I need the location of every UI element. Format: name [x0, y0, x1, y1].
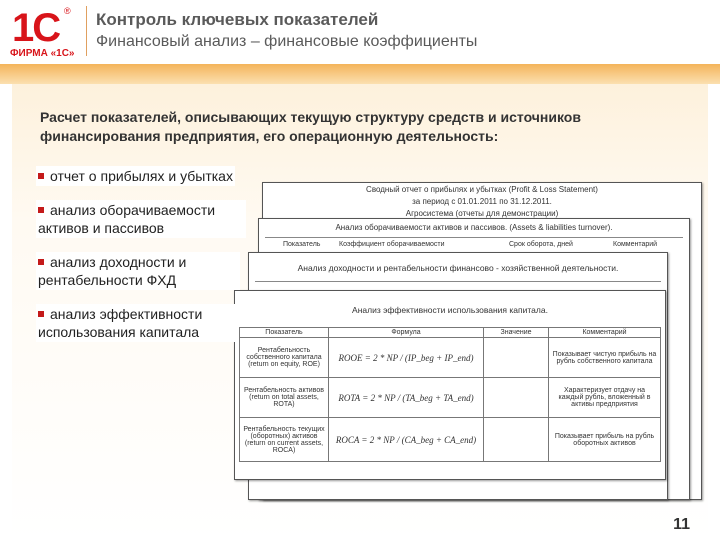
slide-subtitle: Финансовый анализ – финансовые коэффициенты — [96, 33, 478, 50]
report-turnover-title: Анализ оборачиваемости активов и пассивов. (Assets & liabilities turnover). — [335, 223, 613, 232]
table-cell-formula: ROCA = 2 * NP / (CA_beg + CA_end) — [329, 418, 484, 462]
logo-firm-name: ФИРМА «1С» — [10, 48, 75, 59]
logo-registered: ® — [64, 6, 71, 16]
header-band — [0, 64, 720, 84]
capital-efficiency-table — [239, 327, 661, 462]
bullet-square-icon — [38, 311, 44, 317]
bullet-item — [36, 252, 240, 290]
bullet-text: анализ доходности и рентабельности ФХД — [38, 254, 187, 288]
bullet-text: анализ эффективности использования капитала — [38, 306, 203, 340]
report-turnover-rule — [265, 237, 683, 238]
table-header-cell: Комментарий — [549, 328, 661, 338]
table-row — [240, 418, 661, 462]
report-profitability-title: Анализ доходности и рентабельности финансово - хозяйственной деятельности. — [297, 263, 619, 273]
table-header-cell: Показатель — [240, 328, 329, 338]
report-profit-loss-title-1: Сводный отчет о прибылях и убытках (Profit & Loss Statement) — [366, 185, 598, 194]
company-logo — [6, 6, 80, 62]
report-profit-loss-title-2: за период с 01.01.2011 по 31.12.2011. — [412, 197, 552, 206]
report-capital-efficiency — [234, 290, 666, 480]
bullet-item — [36, 200, 246, 238]
bullet-square-icon — [38, 259, 44, 265]
bullet-item — [36, 166, 235, 186]
logo-mark: 1С — [12, 6, 60, 50]
slide-title: Контроль ключевых показателей — [96, 10, 379, 29]
table-cell-formula: ROTA = 2 * NP / (TA_beg + TA_end) — [329, 378, 484, 418]
table-cell-value — [484, 338, 549, 378]
table-cell-name: Рентабельность собственного капитала (return on equity, ROE) — [240, 338, 329, 378]
bullet-text: отчет о прибылях и убытках — [50, 168, 233, 184]
bullet-square-icon — [38, 173, 44, 179]
header-divider — [86, 6, 87, 56]
intro-text: Расчет показателей, описывающих текущую структуру средств и источников финансирования предприятия, его операционную деятельность: — [40, 109, 581, 144]
bullet-text: анализ оборачиваемости активов и пассивов — [38, 202, 216, 236]
table-cell-value — [484, 418, 549, 462]
report-turnover-col-3: Срок оборота, дней — [509, 241, 573, 248]
table-header-cell: Значение — [484, 328, 549, 338]
report-profitability-rule — [255, 281, 661, 282]
bullet-square-icon — [38, 207, 44, 213]
report-turnover-col-4: Комментарий — [613, 241, 658, 248]
table-cell-comment: Показывает чистую прибыль на рубль собственного капитала — [549, 338, 661, 378]
report-turnover-col-1: Показатель — [283, 241, 321, 248]
table-cell-name: Рентабельность активов (return on total assets, ROTA) — [240, 378, 329, 418]
table-row — [240, 378, 661, 418]
slide-header — [0, 0, 720, 64]
report-turnover-col-2: Коэффициент оборачиваемости — [339, 241, 445, 248]
report-profit-loss-title-3: Агросистема (отчеты для демонстрации) — [405, 209, 559, 218]
page-number: 11 — [673, 516, 690, 533]
table-header-cell: Формула — [329, 328, 484, 338]
table-header-row — [240, 328, 661, 338]
table-cell-formula: ROOE = 2 * NP / (IP_beg + IP_end) — [329, 338, 484, 378]
table-cell-name: Рентабельность текущих (оборотных) активов (return on current assets, ROCA) — [240, 418, 329, 462]
table-cell-value — [484, 378, 549, 418]
report-capital-efficiency-title: Анализ эффективности использования капитала. — [352, 305, 548, 315]
bullet-item — [36, 304, 236, 342]
table-row — [240, 338, 661, 378]
table-cell-comment: Показывает прибыль на рубль оборотных активов — [549, 418, 661, 462]
table-cell-comment: Характеризует отдачу на каждый рубль, вложенный в активы предприятия — [549, 378, 661, 418]
